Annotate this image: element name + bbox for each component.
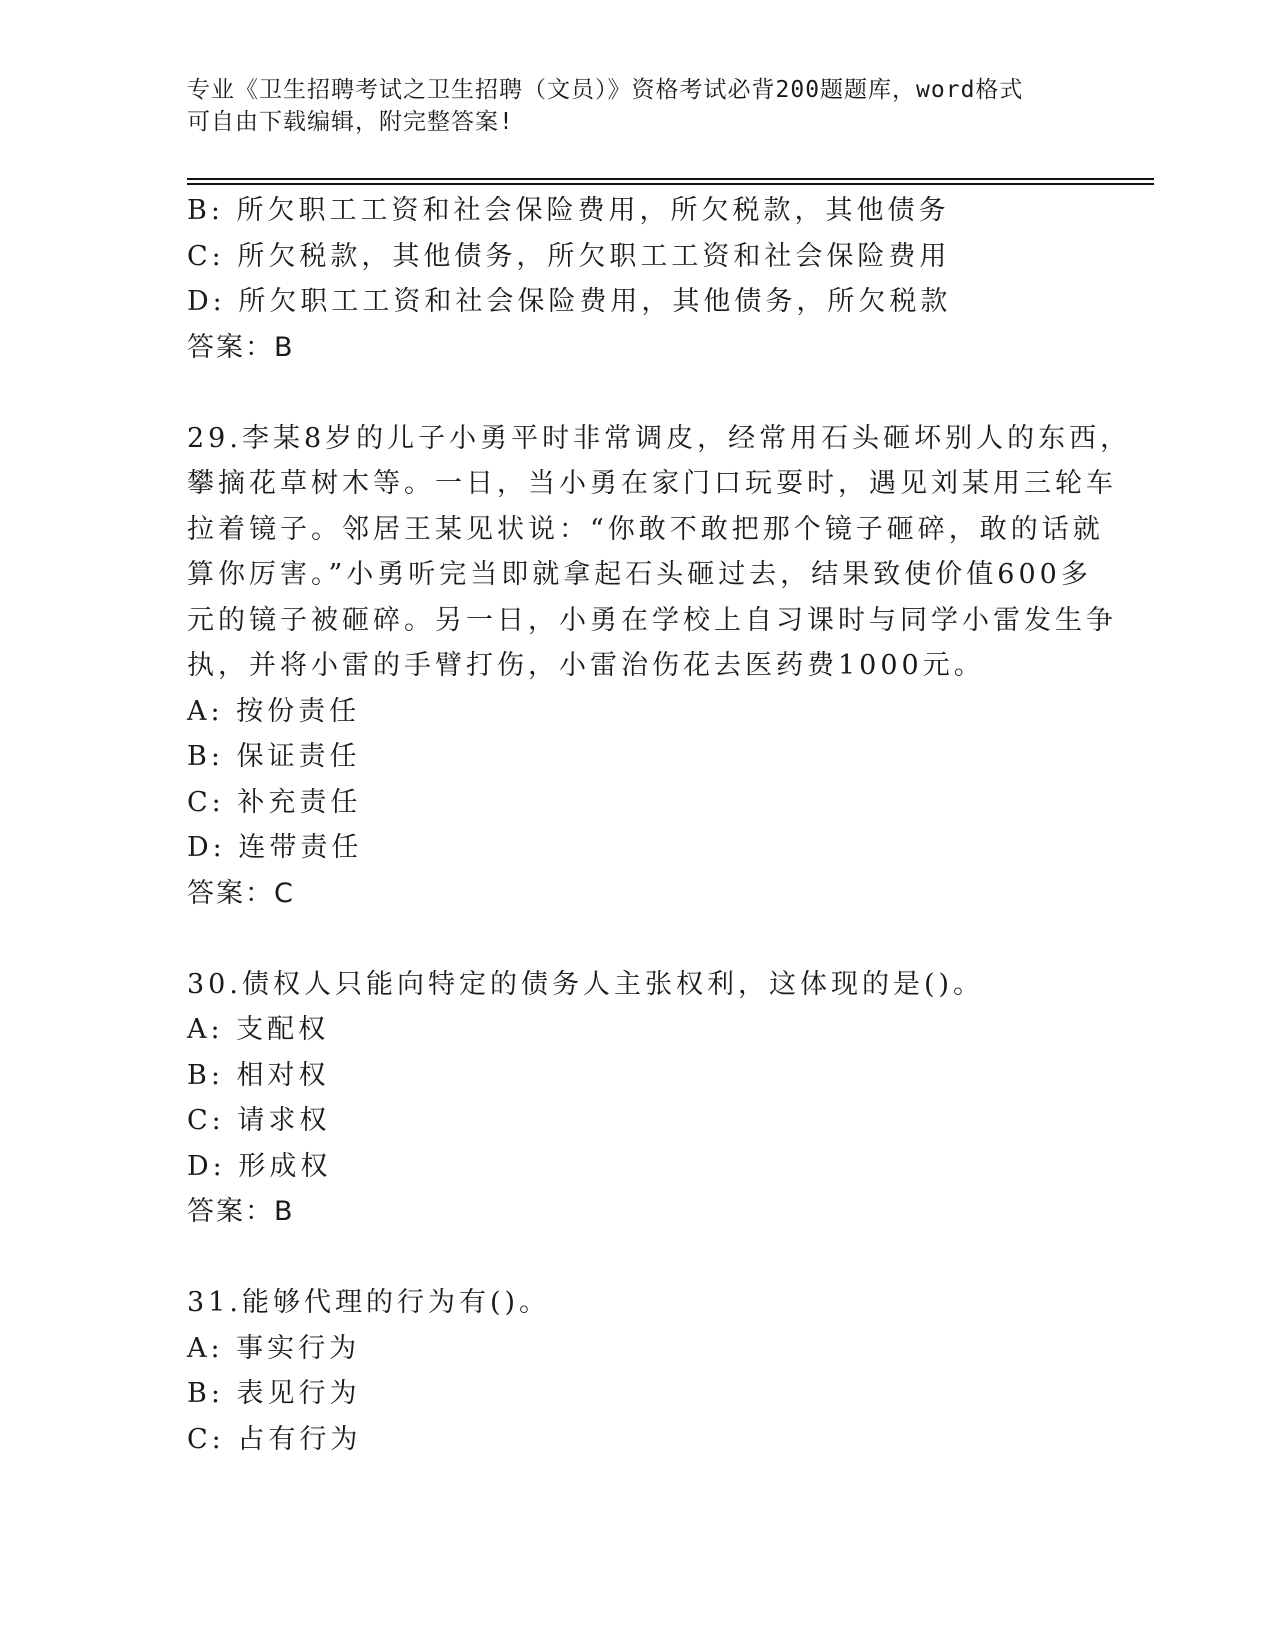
q29-text-line: 拉着镜子。邻居王某见状说：“你敢不敢把那个镜子砸碎，敢的话就 [187,513,1104,545]
question-29 [187,416,1132,917]
q30-option-d: D: 形成权 [187,1150,332,1182]
q28-answer: 答案：B [187,331,295,363]
q29-text-line: 攀摘花草树木等。一日，当小勇在家门口玩耍时，遇见刘某用三轮车 [187,468,1117,499]
document-body [187,188,1132,1462]
header-divider-bottom [187,183,1154,185]
spacer [187,1235,1067,1281]
q29-text-line: 29.李某8岁的儿子小勇平时非常调皮，经常用石头砸坏别人的东西， [187,422,1132,454]
question-31 [187,1280,1067,1462]
q29-answer: 答案：C [187,877,295,909]
q28-option-d: D: 所欠职工工资和社会保险费用，其他债务，所欠税款 [187,286,952,317]
q30-option-a: A: 支配权 [187,1014,330,1045]
document-header [187,74,1067,138]
q30-option-b: B: 相对权 [187,1059,330,1091]
header-divider-top [187,178,1154,180]
question-28-tail [187,188,1067,370]
header-line-2: 可自由下载编辑，附完整答案! [187,109,514,135]
spacer [187,370,1067,416]
q29-option-d: D: 连带责任 [187,832,363,863]
q28-option-b: B: 所欠职工工资和社会保险费用，所欠税款，其他债务 [187,195,950,226]
q31-option-c: C: 占有行为 [187,1423,362,1455]
q28-option-c: C: 所欠税款，其他债务，所欠职工工资和社会保险费用 [187,240,951,272]
q29-text-line: 执，并将小雷的手臂打伤，小雷治伤花去医药费1000元。 [187,650,985,681]
q29-text-line: 算你厉害。”小勇听完当即就拿起石头砸过去，结果致使价值600多 [187,559,1092,590]
q30-question: 30.债权人只能向特定的债务人主张权利，这体现的是()。 [187,968,985,1000]
q31-option-a: A: 事实行为 [187,1332,361,1364]
q29-text-line: 元的镜子被砸碎。另一日，小勇在学校上自习课时与同学小雷发生争 [187,604,1117,636]
q30-answer: 答案：B [187,1196,295,1227]
q29-option-c: C: 补充责任 [187,786,362,818]
q31-option-b: B: 表见行为 [187,1378,361,1409]
q29-option-b: B: 保证责任 [187,741,361,772]
spacer [187,916,1067,962]
question-30 [187,962,1067,1235]
q29-option-a: A: 按份责任 [187,695,361,727]
header-line-1: 专业《卫生招聘考试之卫生招聘（文员）》资格考试必背200题题库，word格式 [187,77,1024,103]
q30-option-c: C: 请求权 [187,1105,331,1136]
q31-question: 31.能够代理的行为有()。 [187,1287,551,1318]
